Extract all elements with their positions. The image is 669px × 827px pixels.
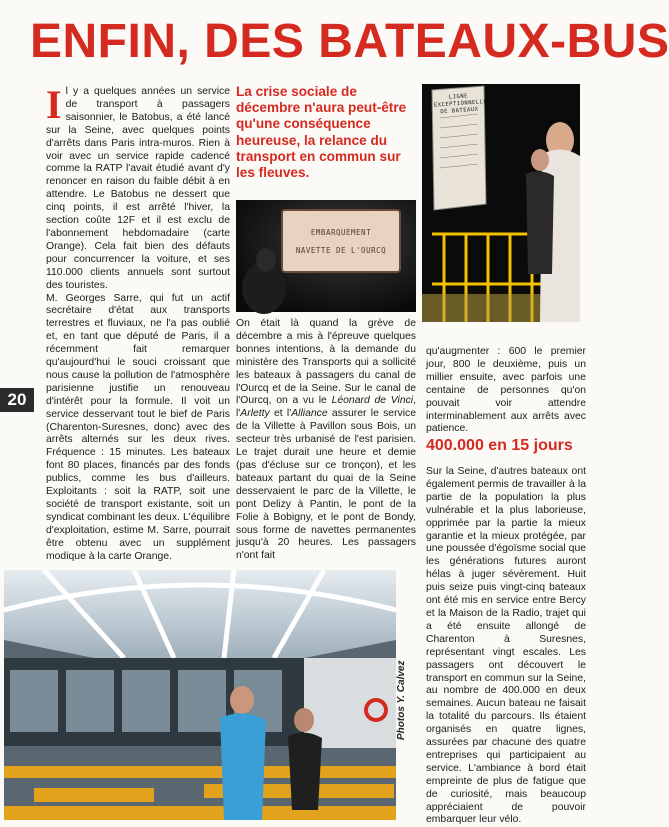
boat-name: Arletty (240, 408, 270, 420)
subheading: 400.000 en 15 jours (426, 437, 573, 454)
article-column-3-bottom (426, 466, 586, 827)
boat-name: Léonard de Vinci (331, 395, 414, 407)
sign-line-1: EMBARQUEMENT (310, 228, 372, 237)
sign-ligne-exceptionnelle: LIGNE EXCEPTIONNELLE DE BATEAUX (433, 93, 488, 116)
night-photo-art (422, 84, 580, 322)
page-number: 20 (0, 388, 34, 412)
boat-interior-art (4, 570, 396, 820)
article-column-3-top (426, 346, 586, 436)
photo-boat-interior (4, 570, 396, 820)
article-column-1 (46, 82, 230, 564)
dropcap: I (46, 82, 62, 127)
paragraph (236, 318, 416, 563)
paragraph: Sur la Seine, d'autres bateaux ont également permis de travailler à la partie de la population la plus vulnérable et la plus laborieuse, opprimée par la partie la mieux garantie et la mieux protégée, par une poussée d'égoïsme social que les générations futures auront hélas à juger sévèrement. Huit puis seize puis vingt-cinq bateaux ont été mis en service entre Bercy et la Maison de la Radio, trajet qui a été ensuite allongé de Charenton à Suresnes, représentant vingt escales. Les passagers ont découvert le transport en commun sur la Seine, au nombre de 400.000 en deux semaines. Aucun bateau ne faisait la totalité du parcours. Ils étaient organisés en quatre lignes, assurées par chacune des quatre entreprises qui participaient au service. L'ambiance à bord était empreinte de plus de fatigue que de curiosité, mais beaucoup appréciaient de pouvoir embarquer leur vélo. (426, 466, 586, 826)
headline: ENFIN, DES BATEAUX-BUS (30, 15, 669, 68)
text-run: On était là quand la grève de décembre a mis à l'épreuve quelques bonnes intentions, à la demande du ministère des Transports qui a sollicité les bateaux à passagers du canal de l'Ourcq et de la Seine. Sur le canal de l'Ourcq, on a vu le (236, 318, 416, 407)
paragraph: qu'augmenter : 600 le premier jour, 800 le deuxième, puis un millier ensuite, avec parfois une centaine de personnes qu'on pouvait voir attendre interminablement aux arrêts avec patience. (426, 346, 586, 435)
embarquement-photo-art (236, 200, 416, 312)
photo-night-passengers (422, 84, 580, 322)
paragraph: M. Georges Sarre, qui fut un actif secrétaire d'état aux transports terrestres et fluviaux, ne l'a pas oublié et, en tant que député de Paris, il a récemment fait remarquer qu'aujourd'hui le souci croissant que nous cause la pollution de l'atmosphère parisienne justifie un renouveau d'intérêt pour la formule. Il voit un service desservant tout le bief de Paris (Charenton-Suresnes, donc) avec des arrêts alternés sur les deux rives. Fréquence : 15 minutes. Les bateaux font 80 places, financés par des fonds publics, comme les bus d'ailleurs. Exploitants : soit la RATP, soit une société de transport existante, soit un syndicat combinant les deux. L'équilibre d'exploitation, estime M. Sarre, pourrait être obtenu avec un supplément modique à la carte Orange. (46, 292, 230, 562)
article-column-2 (236, 318, 416, 563)
photo-credit: Photos Y. Calvez (396, 660, 407, 740)
text-run: , l' (236, 395, 416, 420)
text-run: et l' (269, 408, 292, 420)
sign-line-2: NAVETTE DE L'OURCQ (295, 246, 387, 255)
photo-embarquement-sign (236, 200, 416, 312)
text-run: assurer le service de la Villette à Pavillon sous Bois, un secteur très urbanisé de l'est parisien. Le trajet durait une heure et demie (pas d'écluse sur ce tronçon), et les bateaux partant du quai de la Seine desservaient le parc de la Villette, le pont Delizy à Pantin, le pont de la Folie à Bobigny, et le pont de Bondy, sous forme de navettes permanentes jusqu'à 20 heures. Les passagers n'ont fait (236, 408, 417, 562)
pull-quote: La crise sociale de décembre n'aura peut-être qu'une conséquence heureuse, la relance du transport en commun sur les fleuves. (236, 84, 407, 181)
paragraph: l y a quelques années un service de transport à passagers saisonnier, le Batobus, a été lancé sur la Seine, avec quelques points d'arrêts dans Paris intra-muros. Rien à voir avec un service rapide cadencé comme la RATP l'avait étudié avant d'y renoncer en raison du faible débit à en attendre. Le Batobus ne dessert que cinq points, il est arrêté l'hiver, la section coûte 12F et il est exclu de l'abonnement hebdomadaire (carte Orange). Cela fait bien des défauts pour concurrencer la voiture, et ses 110.000 clients annuels sont surtout des touristes. (46, 86, 230, 291)
boat-name: Alliance (291, 408, 328, 420)
